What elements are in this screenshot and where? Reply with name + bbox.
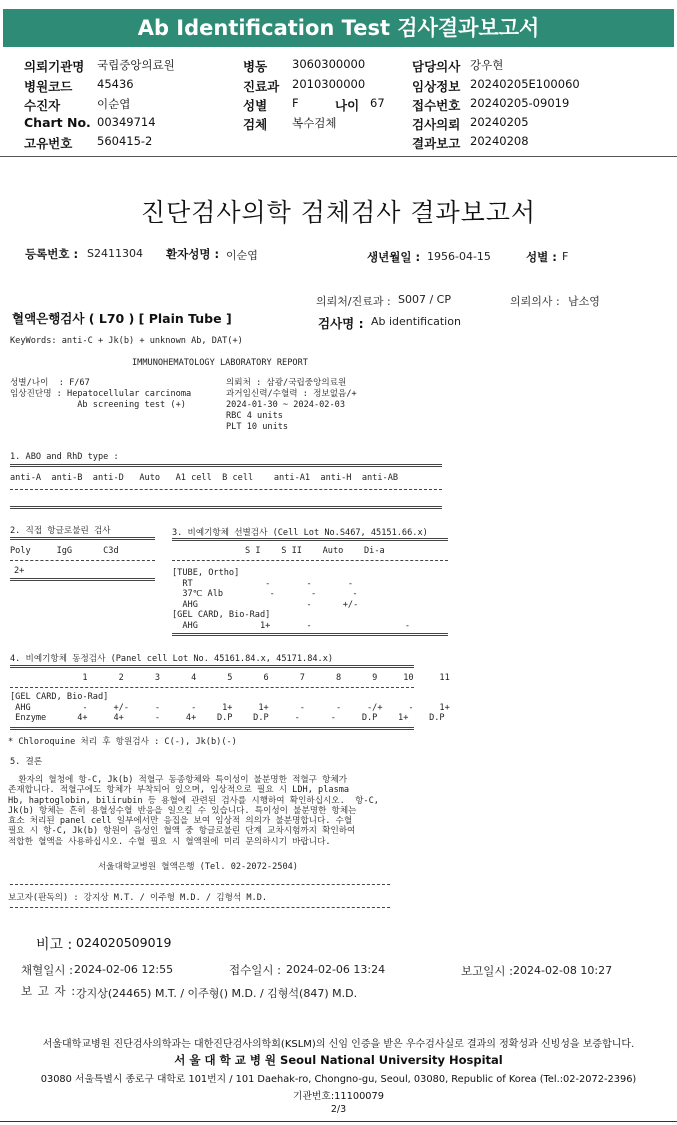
- divider: [10, 537, 155, 540]
- header-label: 수진자: [24, 98, 61, 113]
- test-group: 혈액은행검사 ( L70 ) [ Plain Tube ]: [12, 311, 232, 326]
- reg-label: 등록번호 :: [25, 247, 79, 261]
- header-value: 이순엽: [97, 97, 131, 111]
- request-info: 의뢰처 : 삼광/국립중앙의료원 과거임신력/수혈력 : 정보없음/+ 2024-01-30 ~ 2024-02-03 RBC 4 units PLT 10 units: [226, 378, 357, 432]
- dat-poly-value: 2+: [14, 566, 25, 576]
- age-label: 나이: [335, 98, 360, 113]
- reg-value: S2411304: [87, 247, 143, 260]
- header-value: 00349714: [97, 115, 156, 129]
- dept-value: S007 / CP: [398, 293, 451, 306]
- divider: [10, 464, 442, 467]
- header-value: 20240205-09019: [470, 96, 570, 110]
- header-value: 국립중앙의료원: [97, 58, 175, 72]
- hospital-address: 03080 서울특별시 종로구 대학로 101번지 / 101 Daehak-ro, Chongno-gu, Seoul, 03080, Republic of Korea (Tel.:02-2072-2396): [40, 1074, 637, 1085]
- divider: [10, 560, 155, 561]
- header-value: 20240205E100060: [470, 77, 580, 91]
- header-label: 접수번호: [412, 98, 461, 113]
- header-value: 3060300000: [292, 57, 366, 71]
- screen-table-body: [TUBE, Ortho] RT - - - 37℃ Alb - - - AHG - +/- [GEL CARD, Bio-Rad] AHG 1+ - -: [172, 568, 410, 631]
- divider: [10, 727, 414, 730]
- divider: [172, 560, 448, 561]
- report-banner-title: Ab Identification Test 검사결과보고서: [3, 9, 674, 47]
- institution-number: 기관번호:11100079: [292, 1091, 385, 1102]
- test-name-value: Ab identification: [371, 315, 461, 328]
- section3-title: 3. 비예기항체 선별검사 (Cell Lot No.S467, 45151.66.x): [172, 528, 428, 538]
- lab-reporter: 보고자(판독의) : 강지상 M.T. / 이주형 M.D. / 김형석 M.D.: [8, 893, 268, 903]
- header-value: 20240208: [470, 134, 529, 148]
- keywords: KeyWords: anti-C + Jk(b) + unknown Ab, DAT(+): [10, 336, 243, 346]
- header-label: 병원코드: [24, 79, 73, 94]
- divider: [172, 538, 448, 541]
- doctor-label: 의뢰의사 :: [510, 295, 560, 308]
- divider: [10, 665, 414, 668]
- section5-title: 5. 결론: [10, 757, 43, 767]
- header-value: 강우현: [470, 58, 504, 72]
- remark-value: 024020509019: [76, 935, 172, 950]
- divider: [0, 1121, 677, 1122]
- lab-report-title: IMMUNOHEMATOLOGY LABORATORY REPORT: [132, 358, 308, 368]
- collect-label: 채혈일시 :: [21, 963, 73, 977]
- header-label: 의뢰기관명: [24, 59, 85, 74]
- divider: [10, 578, 155, 581]
- dept-label: 의뢰처/진료과 :: [316, 295, 391, 308]
- header-value: F: [292, 96, 299, 110]
- header-label: 고유번호: [24, 136, 73, 151]
- header-label: 담당의사: [412, 59, 461, 74]
- blood-bank-contact: 서울대학교병원 혈액은행 (Tel. 02-2072-2504): [98, 862, 298, 872]
- header-label: 성별: [243, 98, 268, 113]
- footer-reporter-value: 강지상(24465) M.T. / 이주형() M.D. / 김형석(847) M.D.: [76, 987, 358, 1000]
- header-label: 검사의뢰: [412, 117, 461, 132]
- divider: [10, 884, 390, 885]
- section2-title: 2. 직접 항글로불린 검사: [10, 526, 111, 536]
- header-label: 결과보고: [412, 136, 461, 151]
- report-label: 보고일시 :: [461, 964, 513, 978]
- test-name-label: 검사명 :: [318, 316, 364, 331]
- hospital-name: 서 울 대 학 교 병 원 Seoul National University Hospital: [174, 1053, 503, 1067]
- age-value: 67: [370, 96, 385, 110]
- dob-label: 생년월일 :: [367, 250, 421, 264]
- collect-value: 2024-02-06 12:55: [74, 963, 174, 976]
- panel-table-header: 1 2 3 4 5 6 7 8 9 10 11: [10, 673, 450, 683]
- certification-note: 서울대학교병원 진단검사의학과는 대한진단검사의학회(KSLM)의 신임 인증을 받은 우수검사실로 결과의 정확성과 신빙성을 보증합니다.: [42, 1039, 635, 1050]
- divider: [10, 506, 442, 509]
- divider: [10, 907, 390, 908]
- footer-reporter-label: 보 고 자 :: [21, 984, 77, 998]
- page-title: 진단검사의학 검체검사 결과보고서: [140, 198, 537, 227]
- header-value: 2010300000: [292, 77, 366, 91]
- chloroquine-note: * Chloroquine 처리 후 항원검사 : C(-), Jk(b)(-): [8, 737, 237, 747]
- remark-label: 비고 :: [36, 937, 73, 953]
- sex-label: 성별 :: [526, 250, 557, 264]
- dat-table-header: Poly IgG C3d: [10, 546, 119, 556]
- dob-value: 1956-04-15: [427, 250, 491, 263]
- screen-table-header: S I S II Auto Di-a: [245, 546, 385, 556]
- header-value: 45436: [97, 77, 134, 91]
- header-value: 20240205: [470, 115, 529, 129]
- header-label: 진료과: [243, 79, 280, 94]
- patient-label: 환자성명 :: [166, 247, 220, 261]
- patient-value: 이순엽: [226, 249, 258, 262]
- patient-clinical-info: 성별/나이 : F/67 임상진단명 : Hepatocellular carcinoma Ab screening test (+): [10, 378, 192, 410]
- page-number: 2/3: [330, 1104, 347, 1115]
- doctor-value: 남소영: [568, 295, 600, 308]
- section1-title: 1. ABO and RhD type :: [10, 452, 119, 462]
- receive-label: 접수일시 :: [229, 963, 281, 977]
- receive-value: 2024-02-06 13:24: [286, 963, 386, 976]
- abo-table-header: anti-A anti-B anti-D Auto A1 cell B cell anti-A1 anti-H anti-AB: [10, 473, 399, 483]
- section4-title: 4. 비예기항체 동정검사 (Panel cell Lot No. 45161.84.x, 45171.84.x): [10, 654, 334, 664]
- sex-value: F: [562, 250, 569, 263]
- report-value: 2024-02-08 10:27: [513, 964, 613, 977]
- divider: [172, 633, 448, 636]
- conclusion-text: 환자의 혈청에 항-C, Jk(b) 적혈구 동종항체와 특이성이 불분명한 적혈구 항체가 존재합니다. 적혈구에도 항체가 부착되어 있으며, 임상적으로 필요 시 LDH, plasma Hb, haptoglobin, bilirubin 등 용혈에 관련된 검사를 시행하여 확인하십시오. 항-C, Jk(b) 항체는 흔히 용혈성수혈 반응을 일으킬 수 있습니다. 특이성이 불분명한 항체는 효소 처리된 panel cell 일부에서만 응집을 보여 임상적 의의가 불분명합니다. 수혈 필요 시 항-C, Jk(b) 항원이 음성인 혈액 중 항글로불린 단계 교차시험까지 확인하여 적합한 혈액을 사용하십시오. 수혈 필요 시 혈액원에 미리 문의하시기 바랍니다.: [8, 775, 379, 847]
- divider: [0, 156, 677, 157]
- header-label: 임상정보: [412, 79, 461, 94]
- header-value: 560415-2: [97, 134, 153, 148]
- header-value: 복수검체: [292, 116, 337, 130]
- divider: [10, 687, 414, 688]
- header-label: Chart No.: [24, 115, 91, 130]
- panel-table-body: [GEL CARD, Bio-Rad] AHG - +/- - - 1+ 1+ - - -/+ - 1+ Enzyme 4+ 4+ - 4+ D.P D.P - - D.P 1+ D.P: [10, 692, 450, 723]
- divider: [10, 489, 442, 490]
- header-label: 병동: [243, 59, 268, 74]
- header-label: 검체: [243, 117, 268, 132]
